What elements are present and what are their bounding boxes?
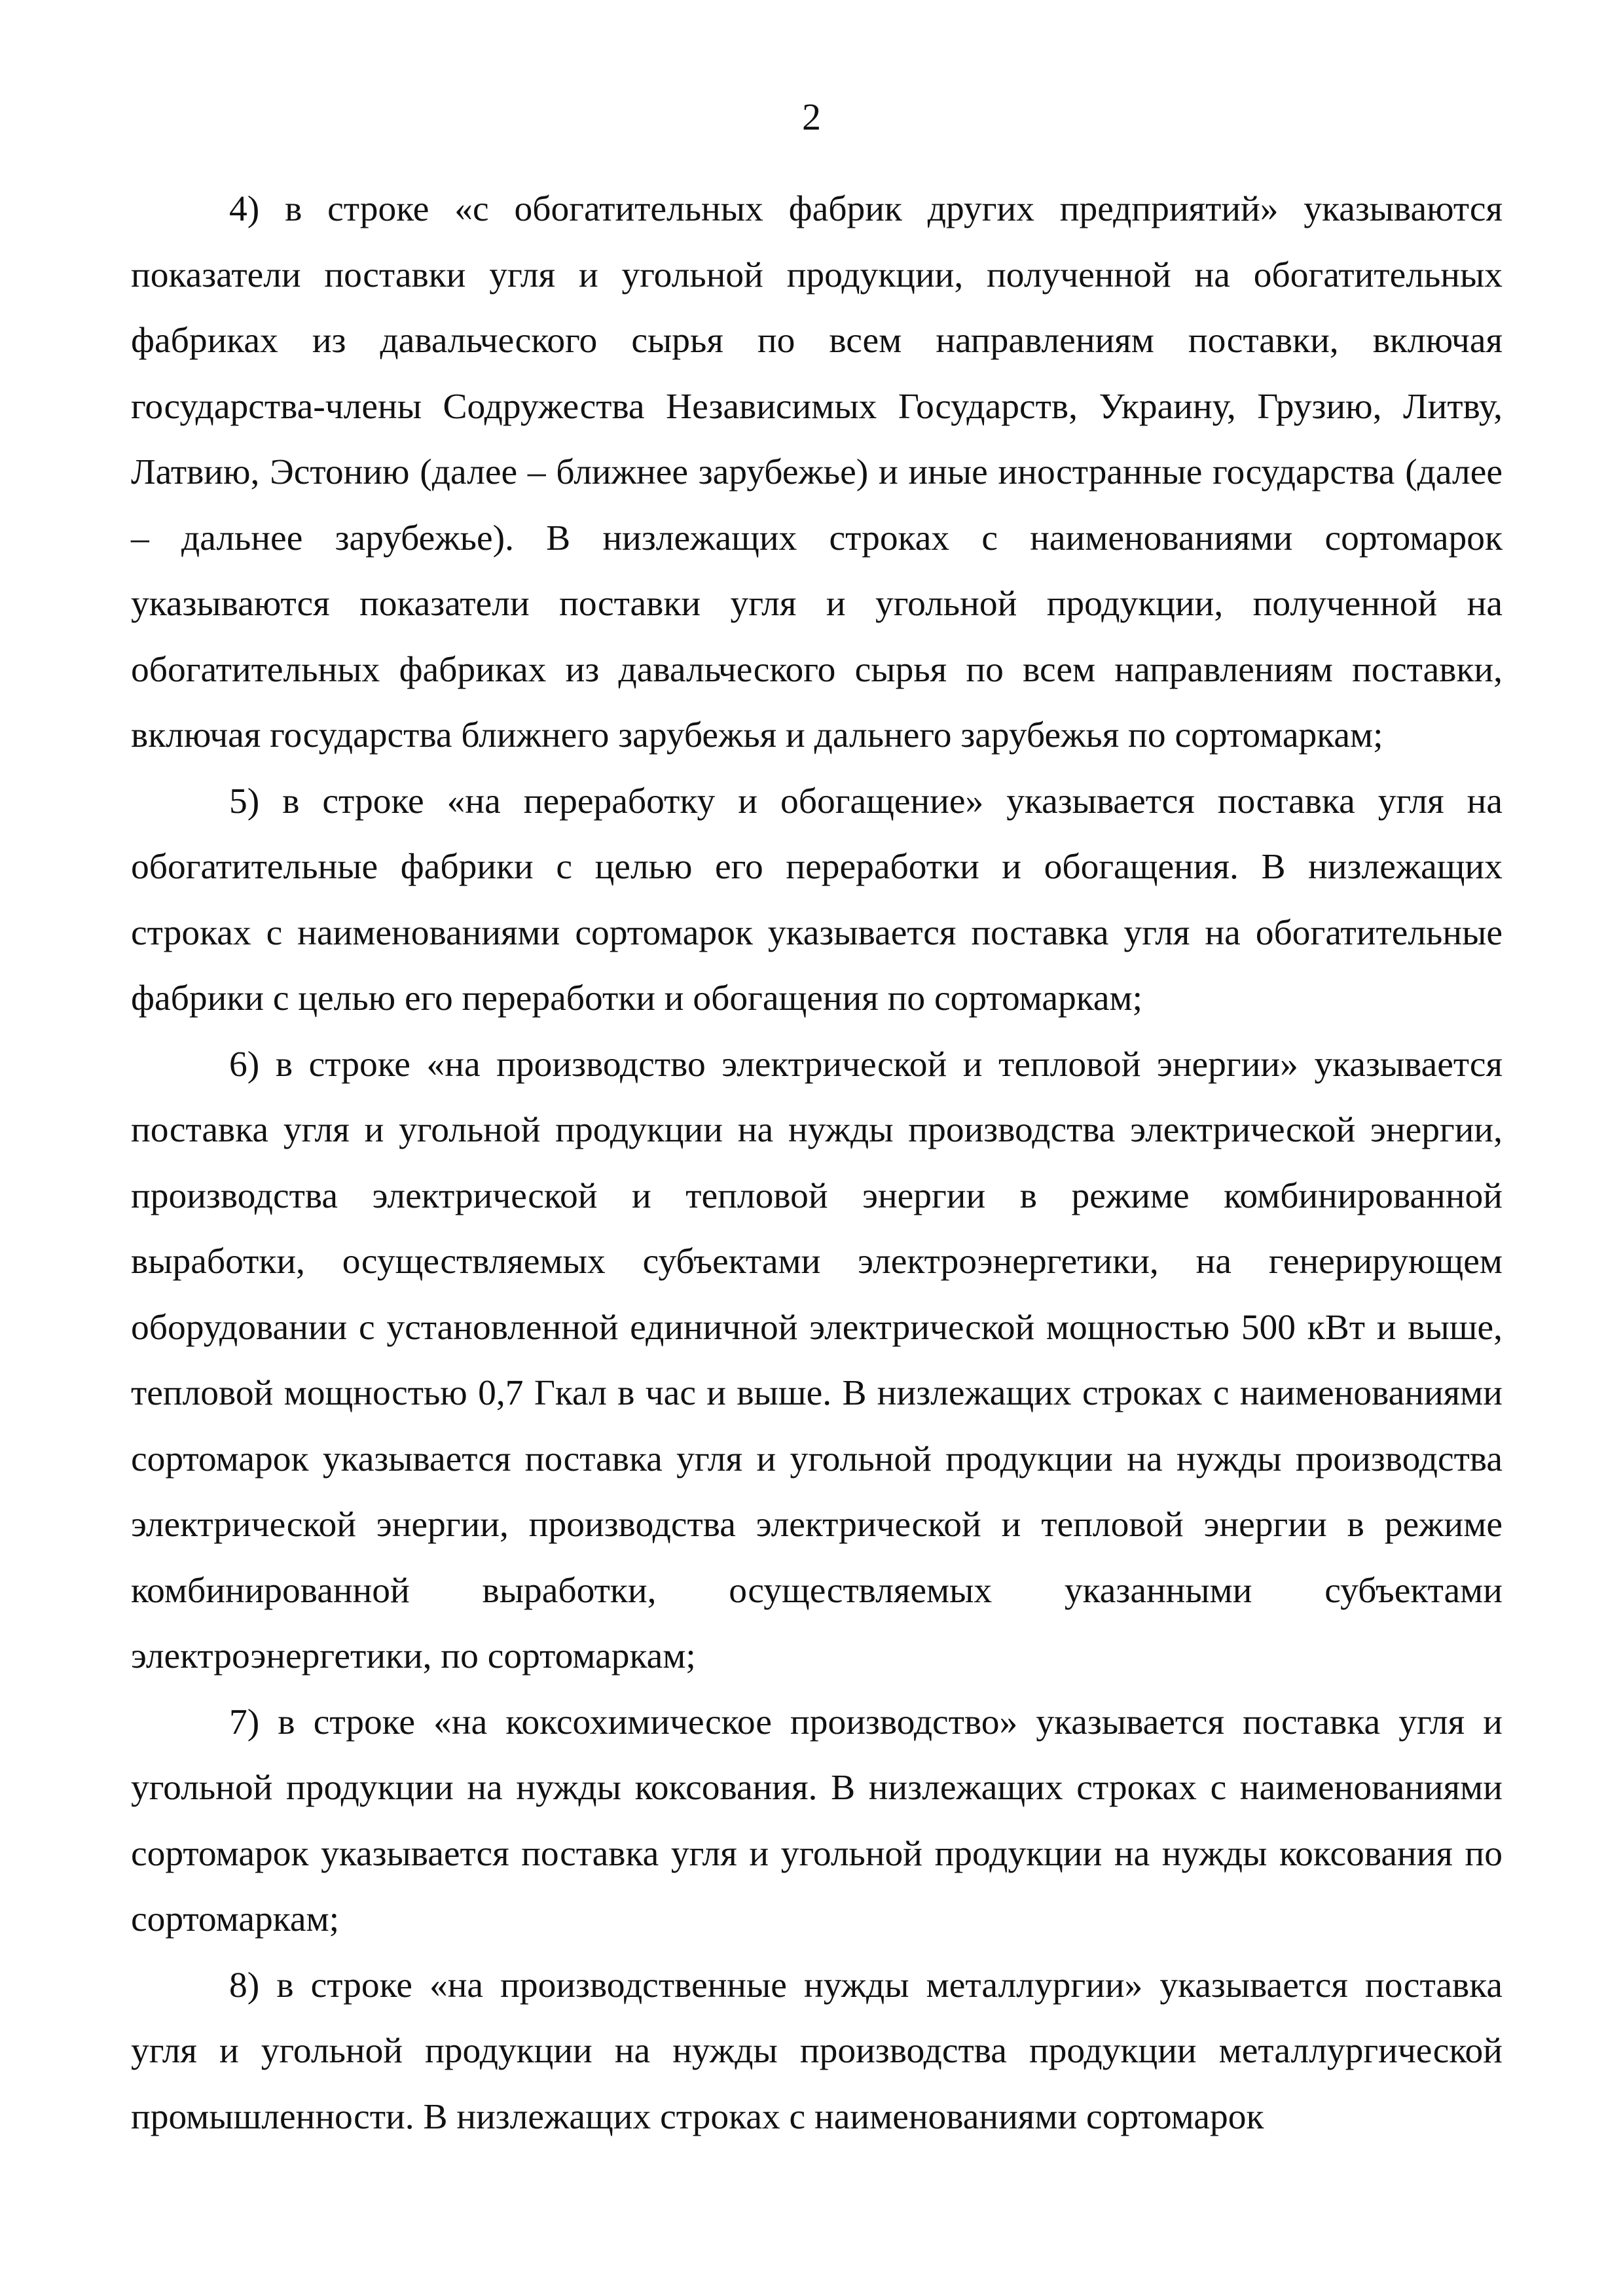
paragraph-item-8: 8) в строке «на производственные нужды металлургии» указывается поставка угля и угольной продукции на нужды производства продукции металлургической промышленности. В низлежащих строках с наименованиями сортомарок xyxy=(131,1965,1503,2137)
page-number: 2 xyxy=(802,96,821,138)
paragraph-item-7: 7) в строке «на коксохимическое производство» указывается поставка угля и угольной продукции на нужды коксования. В низлежащих строках с наименованиями сортомарок указывается поставка угля и угольной продукции на нужды коксования по сортомаркам; xyxy=(131,1702,1503,1939)
paragraph-item-5: 5) в строке «на переработку и обогащение» указывается поставка угля на обогатительные фабрики с целью его переработки и обогащения. В низлежащих строках с наименованиями сортомарок указывается поставка угля на обогатительные фабрики с целью его переработки и обогащения по сортомаркам; xyxy=(131,781,1503,1018)
document-body xyxy=(131,177,1503,2150)
paragraph-item-6: 6) в строке «на производство электрической и тепловой энергии» указывается поставка угля и угольной продукции на нужды производства электрической энергии, производства электрической и тепловой энергии в режиме комбинированной выработки, осуществляемых субъектами электроэнергетики, на генерирующем оборудовании с установленной единичной электрической мощностью 500 кВт и выше, тепловой мощностью 0,7 Гкал в час и выше. В низлежащих строках с наименованиями сортомарок указывается поставка угля и угольной продукции на нужды производства электрической энергии, производства электрической и тепловой энергии в режиме комбинированной выработки, осуществляемых указанными субъектами электроэнергетики, по сортомаркам; xyxy=(131,1044,1503,1676)
paragraph-item-4: 4) в строке «с обогатительных фабрик других предприятий» указываются показатели поставки угля и угольной продукции, полученной на обогатительных фабриках из давальческого сырья по всем направлениям поставки, включая государства-члены Содружества Независимых Государств, Украину, Грузию, Литву, Латвию, Эстонию (далее – ближнее зарубежье) и иные иностранные государства (далее – дальнее зарубежье). В низлежащих строках с наименованиями сортомарок указываются показатели поставки угля и угольной продукции, полученной на обогатительных фабриках из давальческого сырья по всем направлениям поставки, включая государства ближнего зарубежья и дальнего зарубежья по сортомаркам; xyxy=(131,189,1503,755)
